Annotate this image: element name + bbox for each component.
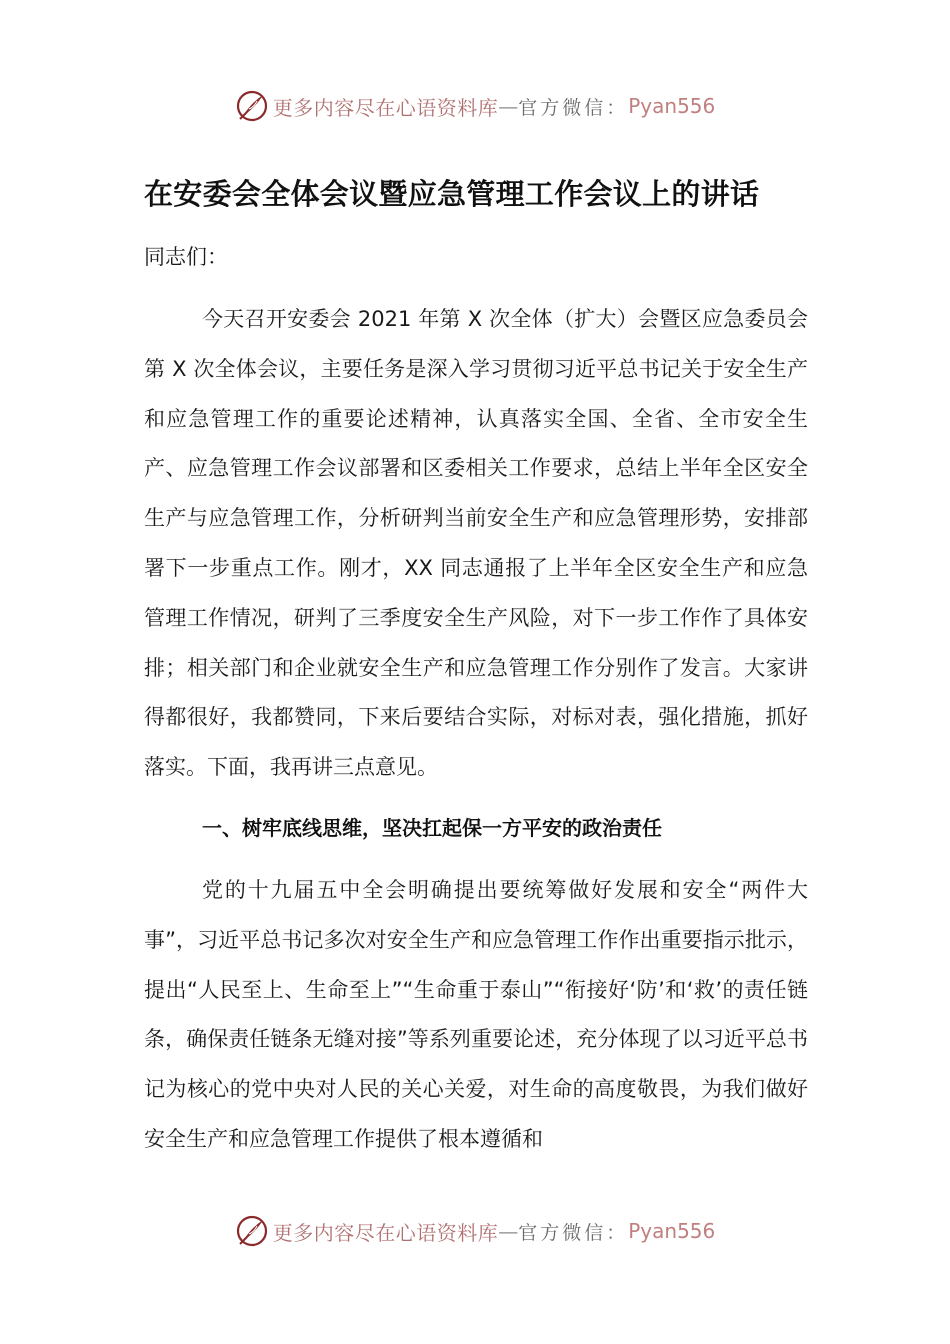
watermark-wechat-id: Pyan556: [628, 1219, 716, 1243]
body-paragraph-2: 党的十九届五中全会明确提出要统筹做好发展和安全“两件大事”，习近平总书记多次对安全生产和应急管理工作作出重要指示批示，提出“人民至上、生命至上”“生命重于泰山”“衔接好‘防’和‘救’的责任链条，确保责任链条无缝对接”等系列重要论述，充分体现了以习近平总书记为核心的党中央对人民的关心关爱，对生命的高度敬畏，为我们做好安全生产和应急管理工作提供了根本遵循和: [144, 878, 808, 1151]
document-title: 在安委会全体会议暨应急管理工作会议上的讲话: [144, 177, 760, 211]
watermark-text: 更多内容尽在心语资料库: [272, 95, 499, 120]
body-paragraph-1: 今天召开安委会 2021 年第 X 次全体（扩大）会暨区应急委员会第 X 次全体会议，主要任务是深入学习贯彻习近平总书记关于安全生产和应急管理工作的重要论述精神，认真落实全国、全省、全市安全生产、应急管理工作会议部署和区委相关工作要求，总结上半年全区安全生产与应急管理工作，分析研判当前安全生产和应急管理形势，安排部署下一步重点工作。刚才，XX 同志通报了上半年全区安全生产和应急管理工作情况，研判了三季度安全生产风险，对下一步工作作了具体安排；相关部门和企业就安全生产和应急管理工作分别作了发言。大家讲得都很好，我都赞同，下来后要结合实际，对标对表，强化措施，抓好落实。下面，我再讲三点意见。: [144, 307, 808, 780]
watermark-banner-top: [0, 86, 950, 126]
watermark-wechat-label: 官方微信：: [518, 96, 629, 119]
watermark-banner-bottom: [0, 1211, 950, 1251]
section-heading-1: 一、树牢底线思维，坚决扛起保一方平安的政治责任: [202, 816, 662, 840]
watermark-wechat-label: 官方微信：: [518, 1221, 629, 1244]
quill-logo-icon: [235, 1214, 269, 1248]
watermark-separator: —: [498, 1219, 519, 1243]
salutation: 同志们：: [144, 245, 228, 269]
watermark-separator: —: [498, 94, 519, 118]
watermark-text: 更多内容尽在心语资料库: [272, 1220, 499, 1245]
quill-logo-icon: [235, 89, 269, 123]
watermark-wechat-id: Pyan556: [628, 94, 716, 118]
